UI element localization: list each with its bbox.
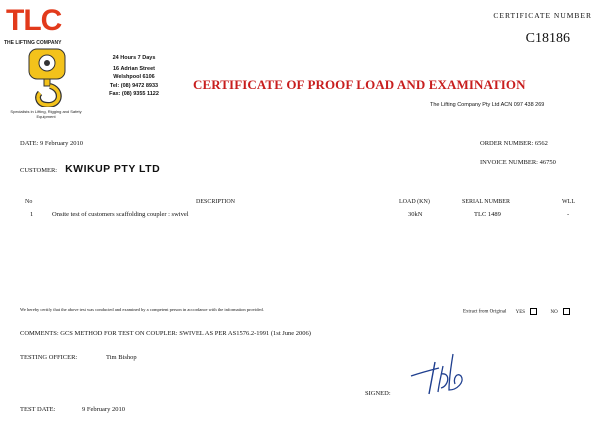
comments: COMMENTS: GCS METHOD FOR TEST ON COUPLER: SWIVEL AS PER AS1576.2-1991 (1st June 2006): [20, 330, 311, 337]
logo-subtitle: THE LIFTING COMPANY: [4, 40, 62, 46]
contact-street: 16 Adrian Street: [113, 65, 155, 72]
contact-fax: Fax: (08) 9355 1122: [109, 91, 159, 98]
signed-label: SIGNED:: [365, 390, 391, 397]
signature-image: [405, 352, 485, 400]
contact-tel: Tel: (08) 9472 8933: [109, 82, 159, 89]
table-row-serial: TLC 1489: [474, 211, 501, 218]
logo-brand: TLC: [6, 4, 62, 37]
contact-block: [100, 54, 168, 99]
table-header-description: DESCRIPTION: [196, 199, 236, 205]
yes-label: YES: [515, 309, 526, 315]
testing-officer-label: TESTING OFFICER:: [20, 354, 78, 361]
testing-officer-name: Tim Bishop: [106, 354, 137, 361]
date-field: DATE: 9 February 2010: [20, 140, 84, 147]
extract-label: Extract from Original: [463, 309, 507, 315]
customer-label: CUSTOMER:: [20, 167, 58, 174]
extract-row: [463, 308, 570, 315]
certificate-number-label: CERTIFICATE NUMBER: [493, 11, 592, 20]
order-number: ORDER NUMBER: 6562: [480, 140, 548, 147]
table-row-no: 1: [30, 211, 34, 218]
certify-statement: We hereby certify that the above test was conducted and examined by a competent person in accordance with the information provided.: [20, 307, 264, 312]
no-label: NO: [550, 309, 558, 315]
table-header-no: No: [25, 199, 33, 205]
contact-suburb: Welshpool 6106: [113, 74, 155, 81]
crane-hook-icon: [18, 47, 76, 107]
customer-name: KWIKUP PTY LTD: [65, 163, 161, 175]
company-line: The Lifting Company Pty Ltd ACN 097 438 269: [430, 102, 545, 108]
logo-tagline: Specialists in Lifting, Rigging and Safety Equipment: [10, 109, 82, 119]
yes-checkbox[interactable]: [530, 308, 537, 315]
contact-hours: 24 Hours 7 Days: [112, 55, 156, 61]
table-row-load: 30kN: [408, 211, 423, 218]
table-row-description: Onsite test of customers scaffolding coupler : swivel: [52, 211, 189, 218]
table-header-wll: WLL: [562, 199, 575, 205]
customer-row: [20, 159, 160, 177]
certificate-title: CERTIFICATE OF PROOF LOAD AND EXAMINATION: [193, 77, 526, 92]
table-header-load: LOAD (KN): [399, 199, 430, 205]
no-checkbox[interactable]: [563, 308, 570, 315]
table-header-serial: SERIAL NUMBER: [462, 199, 510, 205]
invoice-number: INVOICE NUMBER: 46750: [480, 159, 556, 166]
test-date-label: TEST DATE:: [20, 406, 56, 413]
test-date-value: 9 February 2010: [82, 406, 125, 413]
certificate-number: C18186: [525, 31, 570, 46]
table-row-wll: -: [567, 211, 570, 218]
